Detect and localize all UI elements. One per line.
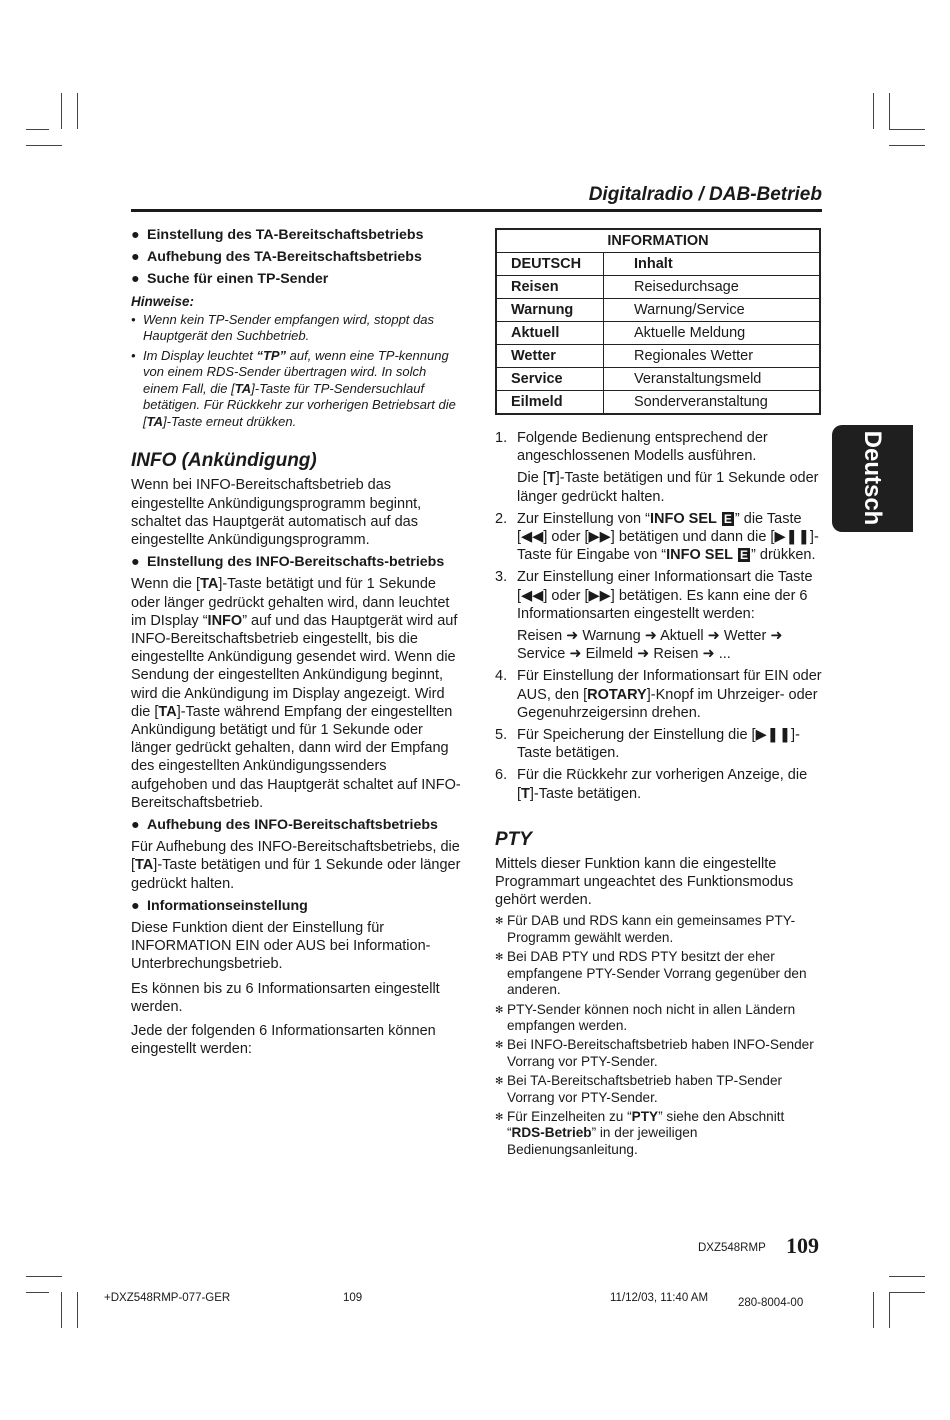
table-header-row: DEUTSCH Inhalt <box>496 253 820 276</box>
table-title-row: INFORMATION <box>496 229 820 253</box>
section-title-pty: PTY <box>495 828 532 850</box>
bullet-dot-icon: ● <box>131 554 140 571</box>
asterisk-icon: ✻ <box>495 1076 504 1088</box>
print-code: 280-8004-00 <box>738 1297 804 1309</box>
table-row: Warnung Warnung/Service <box>496 299 820 322</box>
infoset-text: Jede der folgenden 6 Informationsarten können eingestellt werden: <box>131 1023 436 1058</box>
infoset-text: Es können bis zu 6 Informationsarten eingestellt werden. <box>131 980 440 1015</box>
crop-mark <box>889 1292 890 1328</box>
arrow-right-icon: ➜ <box>702 646 715 663</box>
section-title-info: INFO (Ankündigung) <box>131 450 317 472</box>
left-column <box>131 226 461 1062</box>
asterisk-icon: ✻ <box>495 1004 504 1016</box>
arrow-right-icon: ➜ <box>770 628 783 645</box>
pty-note: ✻ Für Einzelheiten zu “PTY” siehe den Abschnitt “RDS-Betrieb” in der jeweiligen Bedienungsanleitung. <box>495 1108 785 1157</box>
note-item: • Im Display leuchtet “TP” auf, wenn eine TP-kennung von einem RDS-Sender übertragen wird. In solch einem Fall, die [TA]-Taste für TP-Sendersuchlauf betätigen. Für Rückkehr zur vorherigen Betriebsart die [TA]-Taste erneut drükken. <box>131 347 456 429</box>
page-number: 109 <box>786 1233 819 1258</box>
bullet-dot-icon: ● <box>131 249 140 266</box>
print-page: 109 <box>343 1292 363 1304</box>
crop-mark <box>873 1292 874 1328</box>
bullet-heading: ● Suche für einen TP-Sender <box>131 271 329 288</box>
asterisk-icon: ✻ <box>495 952 504 964</box>
pty-note: ✻ PTY-Sender können noch nicht in allen Ländern empfangen werden. <box>495 1001 796 1033</box>
bullet-heading: ● EInstellung des INFO-Bereitschafts-betriebs <box>131 554 445 571</box>
info-sequence: Reisen ➜ Warnung ➜ Aktuell ➜ Wetter ➜ Service ➜ Eilmeld ➜ Reisen ➜ ... <box>517 628 783 663</box>
pty-note: ✻ Bei DAB PTY und RDS PTY besitzt der eher empfangene PTY-Sender Vorrang gegenüber den anderen. <box>495 949 807 998</box>
arrow-right-icon: ➜ <box>566 628 579 645</box>
information-table <box>495 228 821 415</box>
crop-mark <box>26 1292 49 1293</box>
e-symbol-icon: E <box>723 511 732 526</box>
step-item: 5. Für Speicherung der Einstellung die [▶❚❚]-Taste betätigen. <box>495 727 800 762</box>
arrow-right-icon: ➜ <box>637 646 650 663</box>
asterisk-icon: ✻ <box>495 916 504 928</box>
bullet-dot-icon: ● <box>131 227 140 243</box>
step-item: 6. Für die Rückkehr zur vorherigen Anzeige, die [T]-Taste betätigen. <box>495 767 808 802</box>
arrow-right-icon: ➜ <box>707 628 720 645</box>
arrow-right-icon: ➜ <box>644 628 657 645</box>
bullet-heading: ● Einstellung des TA-Bereitschaftsbetriebs <box>131 227 424 243</box>
step-item: 1. Folgende Bedienung entsprechend der angeschlossenen Modells ausführen. Die [T]-Taste betätigen und für 1 Sekunde oder länger gedrückt halten. <box>495 430 819 505</box>
table-row: Wetter Regionales Wetter <box>496 345 820 368</box>
bullet-heading: ● Informationseinstellung <box>131 897 308 914</box>
crop-mark <box>26 145 62 146</box>
infoset-text: Diese Funktion dient der Einstellung für INFORMATION EIN oder AUS bei Information-Unterbrechungsbetrieb. <box>131 919 431 973</box>
crop-mark <box>77 93 78 129</box>
step-item: 2. Zur Einstellung von “INFO SEL E ” die Taste [◀◀] oder [▶▶] betätigen und dann die [▶❚❚]-Taste für Eingabe von “INFO SEL E ” drükken. <box>495 510 819 564</box>
rewind-icon: ◀◀ <box>521 587 544 604</box>
crop-mark <box>889 129 925 130</box>
bullet-dot-icon: ● <box>131 816 140 833</box>
language-tab <box>832 425 913 532</box>
pty-note: ✻ Bei TA-Bereitschaftsbetrieb haben TP-Sender Vorrang vor PTY-Sender. <box>495 1073 783 1105</box>
table-row: Aktuell Aktuelle Meldung <box>496 322 820 345</box>
crop-mark <box>889 145 925 146</box>
arrow-right-icon: ➜ <box>569 646 582 663</box>
table-row: Eilmeld Sonderveranstaltung <box>496 391 820 415</box>
pty-intro: Mittels dieser Funktion kann die eingestellte Programmart ungeachtet des Funktionsmodus gehört werden. <box>495 855 794 909</box>
notes-heading: Hinweise: <box>131 293 195 309</box>
crop-mark <box>889 1292 925 1293</box>
bullet-dot-icon: ● <box>131 271 140 288</box>
bullet-dot-icon: ● <box>131 897 140 914</box>
table-row: Service Veranstaltungsmeld <box>496 368 820 391</box>
crop-mark <box>61 1292 62 1328</box>
bullet-heading: ● Aufhebung des TA-Bereitschaftsbetriebs <box>131 249 422 266</box>
steps-list <box>495 429 823 803</box>
asterisk-icon: ✻ <box>495 1111 504 1123</box>
print-date: 11/12/03, 11:40 AM <box>610 1292 709 1304</box>
rewind-icon: ◀◀ <box>521 529 544 546</box>
right-column <box>495 228 823 1161</box>
bullet-heading: ● Aufhebung des INFO-Bereitschaftsbetriebs <box>131 816 438 833</box>
info-cancel-text: Für Aufhebung des INFO-Bereitschaftsbetriebs, die [TA]-Taste betätigen und für 1 Sekunde oder länger gedrückt halten. <box>131 839 461 892</box>
crop-mark <box>61 93 62 129</box>
header-rule <box>131 209 822 212</box>
pty-note: ✻ Für DAB und RDS kann ein gemeinsames PTY-Programm gewählt werden. <box>495 913 796 945</box>
play-pause-icon: ▶❚❚ <box>774 529 810 546</box>
language-tab-label: Deutsch <box>859 430 886 526</box>
crop-mark <box>889 1276 925 1277</box>
info-intro: Wenn bei INFO-Bereitschaftsbetrieb das eingestellte Ankündigungsprogramm beginnt, schaltet das Hauptgerät automatisch auf das eingestellte Ankündigungsprogramm. <box>131 477 422 548</box>
table-row: Reisen Reisedurchsage <box>496 276 820 299</box>
e-symbol-icon: E <box>740 548 749 563</box>
crop-mark <box>26 129 49 130</box>
step-item: 4. Für Einstellung der Informationsart für EIN oder AUS, den [ROTARY]-Knopf im Uhrzeiger- oder Gegenuhrzeigersinn drehen. <box>495 668 822 721</box>
crop-mark <box>26 1276 62 1277</box>
play-pause-icon: ▶❚❚ <box>755 727 792 744</box>
page-header-title: Digitalradio / DAB-Betrieb <box>588 184 822 205</box>
crop-mark <box>77 1292 78 1328</box>
footer-model: DXZ548RMP <box>698 1242 766 1254</box>
pty-note: ✻ Bei INFO-Bereitschaftsbetrieb haben INFO-Sender Vorrang vor PTY-Sender. <box>495 1037 814 1069</box>
fast-forward-icon: ▶▶ <box>588 587 611 604</box>
note-item: • Wenn kein TP-Sender empfangen wird, stoppt das Hauptgerät den Suchbetrieb. <box>131 311 434 344</box>
asterisk-icon: ✻ <box>495 1040 504 1052</box>
crop-mark <box>873 93 874 129</box>
fast-forward-icon: ▶▶ <box>588 529 611 546</box>
print-file-name: +DXZ548RMP-077-GER <box>104 1292 231 1304</box>
crop-mark <box>889 93 890 129</box>
info-set-text: Wenn die [TA]-Taste betätigt und für 1 Sekunde oder länger gedrückt gehalten wird, dann leuchtet im DIsplay “INFO” auf und das Hauptgerät wird auf INFO-Bereitschaftsbetrieb eingestellt, bis die eingestellte Ankündigung gesendet wird. Wenn die Sendung der eingestellten Ankündigung beginnt, wird die Ankündigung im Display angezeigt. Wird die [TA]-Taste während Empfang der eingestellten Ankündigung betätigt und für 1 Sekunde oder länger gedrückt gehalten, dann wird der Empfang des eingestellten Ankündigungssenders aufgehoben und das Hauptgerät schaltet auf INFO-Bereitschaftsbetrieb. <box>131 576 461 811</box>
step-item: 3. Zur Einstellung einer Informationsart die Taste [◀◀] oder [▶▶] betätigen. Es kann eine der 6 Informationsarten eingestellt werden: Reisen ➜ Warnung ➜ Aktuell ➜ Wetter ➜ Service ➜ Eilmeld ➜ Reisen ➜ ... <box>495 568 823 663</box>
